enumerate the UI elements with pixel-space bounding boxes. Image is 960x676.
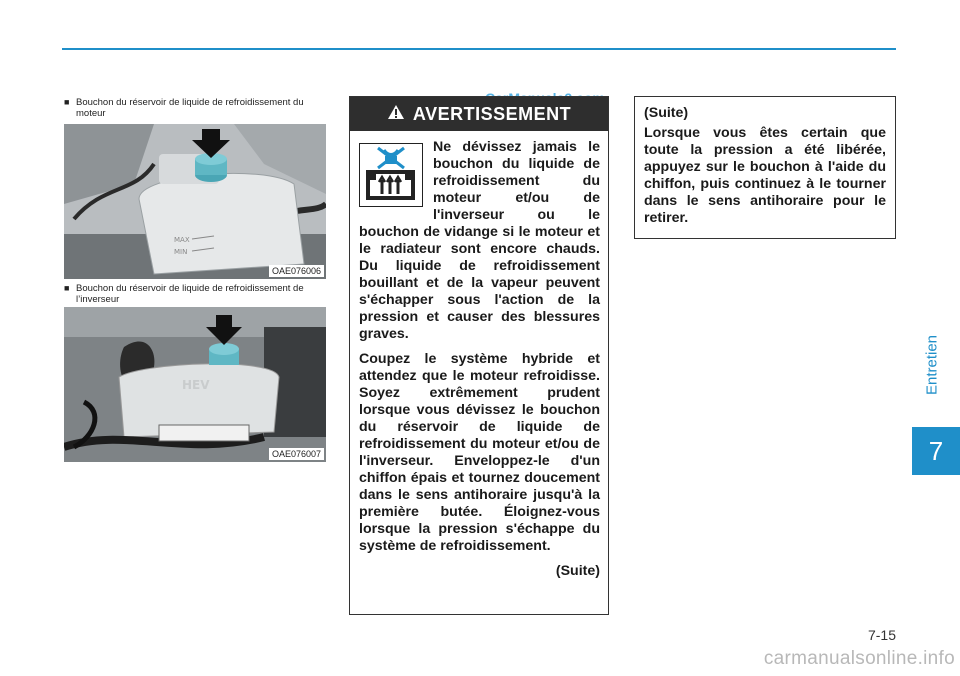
continuation-box	[634, 96, 896, 239]
svg-text:MAX: MAX	[174, 236, 190, 244]
chapter-number-tab: 7	[912, 427, 960, 475]
warning-continued: (Suite)	[555, 563, 600, 579]
warning-header	[350, 97, 608, 131]
inverter-coolant-reservoir-photo	[64, 307, 326, 462]
top-rule	[62, 48, 896, 50]
caption-bullet: ■	[64, 97, 70, 107]
warning-paragraph-1: Ne dévissez jamais le bouchon du liquide de refroidissement du moteur et/ou de l'inverseur ou le bouchon de vidange si le moteur et le radiateur sont encore chauds. Du liquide de refroidissement bouillant et de la vapeur peuvent s'échapper sous l'action de la pression et causer des blessures graves.	[359, 139, 600, 342]
footer-watermark: carmanualsonline.info	[763, 648, 955, 669]
warning-paragraph-2: Coupez le système hybride et attendez que le moteur refroidisse. Soyez extrêmement prudent lorsque vous dévissez le bouchon du réservoir de liquide de refroidissement du moteur et/ou de l'inverseur. Enveloppez-le d'un chiffon épais et tournez doucement dans le sens antihoraire jusqu'à la première butée. Éloignez-vous lorsque la pression s'échappe du système de refroidissement.	[359, 351, 600, 554]
figure-code: OAE076007	[269, 448, 324, 460]
page-number: 7-15	[867, 627, 896, 643]
chapter-label: Entretien	[923, 334, 941, 396]
svg-text:HEV: HEV	[182, 378, 210, 392]
warning-box	[349, 96, 609, 615]
warning-title: AVERTISSEMENT	[412, 103, 572, 124]
continuation-text: Lorsque vous êtes certain que toute la pression a été libérée, appuyez sur le bouchon à l'aide du chiffon, puis continuez à le tourner dans le sens antihoraire pour le retirer.	[644, 125, 886, 226]
svg-text:MIN: MIN	[174, 248, 188, 256]
caption-text: Bouchon du réservoir de liquide de refroidissement du moteur	[76, 97, 304, 119]
engine-coolant-reservoir-photo	[64, 124, 326, 279]
chapter-side-label	[912, 300, 952, 430]
caption-text: Bouchon du réservoir de liquide de refroidissement de l’inverseur	[76, 283, 304, 305]
figure-2-caption	[64, 283, 326, 305]
warning-triangle-icon	[387, 104, 405, 125]
caption-bullet: ■	[64, 283, 70, 293]
warning-body	[350, 131, 608, 580]
hot-coolant-warning-icon	[359, 143, 423, 207]
figure-code: OAE076006	[269, 265, 324, 277]
figure-1-caption	[64, 97, 326, 119]
continuation-heading: (Suite)	[644, 105, 689, 121]
